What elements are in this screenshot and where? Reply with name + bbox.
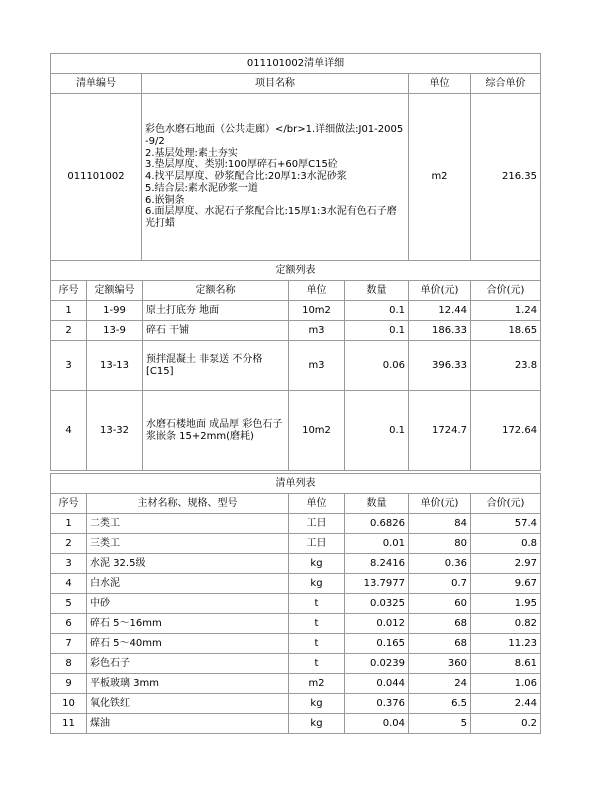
table-row <box>51 554 541 574</box>
row-total: 8.61 <box>471 654 541 674</box>
row-unit: t <box>289 594 345 614</box>
quota-header-row <box>51 281 541 301</box>
row-unit: t <box>289 634 345 654</box>
row-price: 80 <box>409 534 471 554</box>
materials-header-row <box>51 494 541 514</box>
row-qty: 0.012 <box>345 614 409 634</box>
row-no: 1 <box>51 514 87 534</box>
row-total: 0.2 <box>471 714 541 734</box>
materials-col-name: 主材名称、规格、型号 <box>87 494 289 514</box>
row-code: 13-9 <box>87 321 143 341</box>
row-qty: 0.0325 <box>345 594 409 614</box>
materials-col-total: 合价(元) <box>471 494 541 514</box>
row-price: 60 <box>409 594 471 614</box>
row-name: 二类工 <box>87 514 289 534</box>
row-unit: 10m2 <box>289 391 345 471</box>
row-name: 水泥 32.5级 <box>87 554 289 574</box>
quota-col-total: 合价(元) <box>471 281 541 301</box>
materials-section-title: 清单列表 <box>51 474 541 494</box>
table-row <box>51 574 541 594</box>
row-total: 172.64 <box>471 391 541 471</box>
row-price: 68 <box>409 614 471 634</box>
row-no: 6 <box>51 614 87 634</box>
row-unit: m2 <box>289 674 345 694</box>
row-unit: kg <box>289 574 345 594</box>
row-name: 彩色石子 <box>87 654 289 674</box>
row-name: 预拌混凝土 非泵送 不分格[C15] <box>143 341 289 391</box>
quota-table <box>50 260 541 471</box>
row-price: 84 <box>409 514 471 534</box>
quota-col-name: 定额名称 <box>143 281 289 301</box>
row-no: 4 <box>51 574 87 594</box>
row-total: 9.67 <box>471 574 541 594</box>
row-total: 23.8 <box>471 341 541 391</box>
materials-rows <box>51 514 541 734</box>
table-row <box>51 341 541 391</box>
row-qty: 0.6826 <box>345 514 409 534</box>
row-name: 水磨石楼地面 成品厚 彩色石子浆嵌条 15+2mm(磨耗) <box>143 391 289 471</box>
row-unit: 工日 <box>289 534 345 554</box>
row-total: 18.65 <box>471 321 541 341</box>
row-no: 9 <box>51 674 87 694</box>
row-no: 2 <box>51 321 87 341</box>
row-code: 13-13 <box>87 341 143 391</box>
row-price: 6.5 <box>409 694 471 714</box>
row-unit: t <box>289 614 345 634</box>
row-price: 360 <box>409 654 471 674</box>
row-no: 1 <box>51 301 87 321</box>
row-name: 煤油 <box>87 714 289 734</box>
table-row <box>51 514 541 534</box>
row-name: 白水泥 <box>87 574 289 594</box>
table-row <box>51 694 541 714</box>
row-total: 2.97 <box>471 554 541 574</box>
table-row <box>51 654 541 674</box>
row-no: 11 <box>51 714 87 734</box>
row-name: 原土打底夯 地面 <box>143 301 289 321</box>
row-price: 186.33 <box>409 321 471 341</box>
row-qty: 0.165 <box>345 634 409 654</box>
row-qty: 8.2416 <box>345 554 409 574</box>
row-name: 碎石 5～40mm <box>87 634 289 654</box>
row-unit: m3 <box>289 321 345 341</box>
item-code: 011101002 <box>51 94 142 261</box>
row-no: 5 <box>51 594 87 614</box>
row-price: 396.33 <box>409 341 471 391</box>
row-total: 11.23 <box>471 634 541 654</box>
table-row <box>51 594 541 614</box>
row-unit: kg <box>289 554 345 574</box>
row-no: 8 <box>51 654 87 674</box>
row-price: 12.44 <box>409 301 471 321</box>
table-row <box>51 534 541 554</box>
row-name: 碎石 干铺 <box>143 321 289 341</box>
row-qty: 0.1 <box>345 391 409 471</box>
row-no: 2 <box>51 534 87 554</box>
row-unit: kg <box>289 714 345 734</box>
row-total: 0.8 <box>471 534 541 554</box>
quota-col-no: 序号 <box>51 281 87 301</box>
row-qty: 13.7977 <box>345 574 409 594</box>
table-row <box>51 391 541 471</box>
row-no: 10 <box>51 694 87 714</box>
row-total: 2.44 <box>471 694 541 714</box>
row-qty: 0.06 <box>345 341 409 391</box>
row-name: 平板玻璃 3mm <box>87 674 289 694</box>
item-unit: m2 <box>409 94 471 261</box>
row-price: 68 <box>409 634 471 654</box>
row-name: 碎石 5～16mm <box>87 614 289 634</box>
row-name: 氧化铁红 <box>87 694 289 714</box>
row-price: 1724.7 <box>409 391 471 471</box>
materials-col-qty: 数量 <box>345 494 409 514</box>
row-total: 1.24 <box>471 301 541 321</box>
table-row <box>51 674 541 694</box>
row-total: 57.4 <box>471 514 541 534</box>
table-row <box>51 614 541 634</box>
table-row <box>51 714 541 734</box>
quota-col-code: 定额编号 <box>87 281 143 301</box>
row-no: 4 <box>51 391 87 471</box>
row-unit: m3 <box>289 341 345 391</box>
item-price: 216.35 <box>471 94 541 261</box>
row-no: 3 <box>51 554 87 574</box>
row-price: 24 <box>409 674 471 694</box>
row-qty: 0.044 <box>345 674 409 694</box>
header-name: 项目名称 <box>142 74 409 94</box>
row-name: 中砂 <box>87 594 289 614</box>
item-description: 彩色水磨石地面（公共走廊）</br>1.详细做法:J01-2005-9/2 2.基层处理:素土夯实 3.垫层厚度、类别:100厚碎石+60厚C15砼 4.找平层厚度、砂浆配合比:20厚1:3水泥砂浆 5.结合层:素水泥砂浆一道 6.嵌铜条 6.面层厚度、水泥石子浆配合比:15厚1:3水泥有色石子磨光打蜡 <box>142 94 409 261</box>
quota-col-price: 单价(元) <box>409 281 471 301</box>
table-row <box>51 321 541 341</box>
quota-col-unit: 单位 <box>289 281 345 301</box>
row-unit: t <box>289 654 345 674</box>
table-row <box>51 634 541 654</box>
header-unit: 单位 <box>409 74 471 94</box>
row-unit: kg <box>289 694 345 714</box>
row-no: 7 <box>51 634 87 654</box>
row-qty: 0.04 <box>345 714 409 734</box>
row-code: 13-32 <box>87 391 143 471</box>
materials-col-unit: 单位 <box>289 494 345 514</box>
row-qty: 0.376 <box>345 694 409 714</box>
materials-table <box>50 473 541 734</box>
row-code: 1-99 <box>87 301 143 321</box>
row-price: 0.36 <box>409 554 471 574</box>
row-name: 三类工 <box>87 534 289 554</box>
row-unit: 10m2 <box>289 301 345 321</box>
bill-summary-table <box>50 53 541 261</box>
materials-col-price: 单价(元) <box>409 494 471 514</box>
materials-col-no: 序号 <box>51 494 87 514</box>
row-qty: 0.01 <box>345 534 409 554</box>
row-price: 5 <box>409 714 471 734</box>
row-total: 1.06 <box>471 674 541 694</box>
quota-section-title: 定额列表 <box>51 261 541 281</box>
row-qty: 0.1 <box>345 301 409 321</box>
row-price: 0.7 <box>409 574 471 594</box>
row-unit: 工日 <box>289 514 345 534</box>
row-total: 1.95 <box>471 594 541 614</box>
document-title: 011101002清单详细 <box>51 54 541 74</box>
quota-col-qty: 数量 <box>345 281 409 301</box>
table-row <box>51 301 541 321</box>
row-total: 0.82 <box>471 614 541 634</box>
header-price: 综合单价 <box>471 74 541 94</box>
header-code: 清单编号 <box>51 74 142 94</box>
row-qty: 0.0239 <box>345 654 409 674</box>
row-qty: 0.1 <box>345 321 409 341</box>
row-no: 3 <box>51 341 87 391</box>
